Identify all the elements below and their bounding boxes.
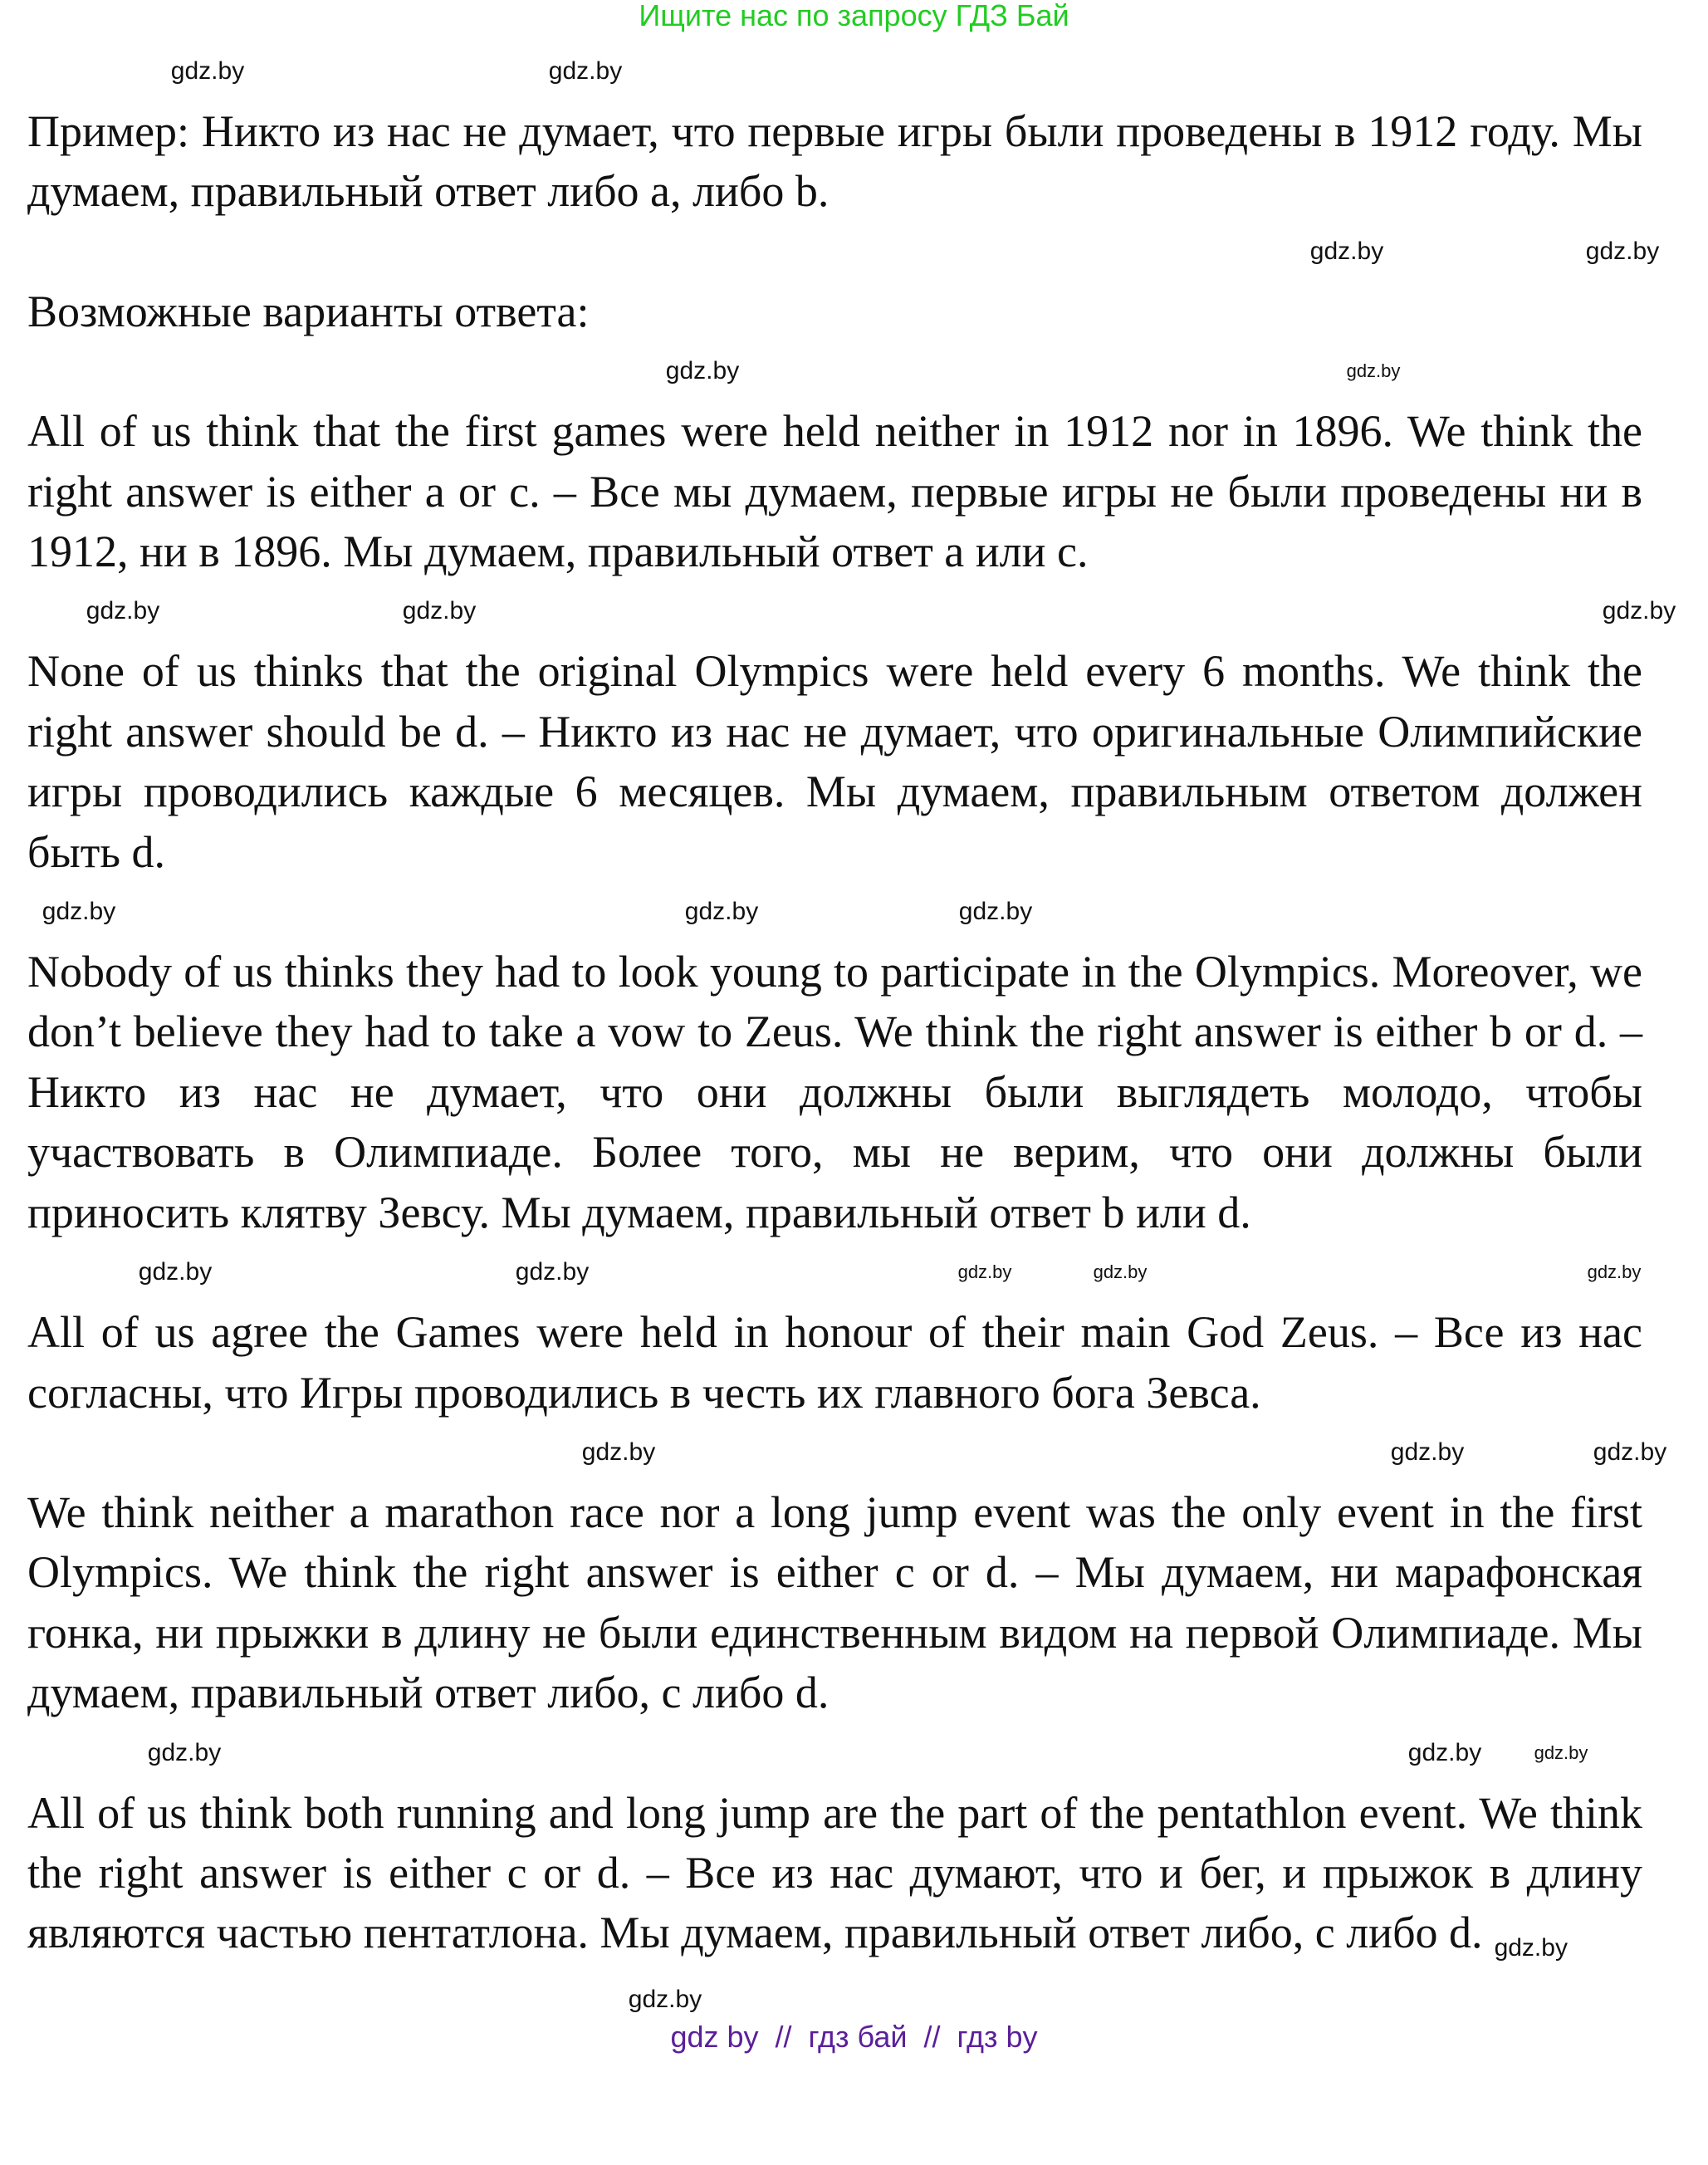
watermark-row bbox=[0, 581, 1708, 641]
watermark-row bbox=[0, 1423, 1708, 1482]
example-paragraph: Пример: Никто из нас не думает, что первые игры были проведены в 1912 году. Мы думаем, правильный ответ либо a, либо b. bbox=[27, 106, 1642, 217]
watermark-row bbox=[0, 882, 1708, 942]
watermark-row bbox=[0, 341, 1708, 401]
watermark: gdz.by bbox=[86, 597, 160, 625]
answer-paragraph-4: All of us agree the Games were held in honour of their main God Zeus. – Все из нас согласны, что Игры проводились в честь их главного бога Зевса. bbox=[27, 1307, 1642, 1418]
answer-paragraph-1: All of us think that the first games were held neither in 1912 nor in 1896. We think the right answer is either a or c. – Все мы думаем, первые игры не были проведены ни в 1912, ни в 1896. Мы думаем, правильный ответ a или c. bbox=[27, 406, 1642, 577]
watermark-row bbox=[0, 222, 1708, 282]
watermark: gdz.by bbox=[548, 57, 623, 85]
watermark-row bbox=[0, 42, 1708, 101]
watermark: gdz.by bbox=[1585, 237, 1660, 265]
answer-paragraph-6-text: All of us think both running and long jump are the part of the pentathlon event. We think the right answer is either c or d. – Все из нас думают, что и бег, и прыжок в длину являются частью пентатлона. Мы думаем, правильный ответ либо, c либо d. bbox=[27, 1787, 1642, 1958]
answer-paragraph-5: We think neither a marathon race nor a long jump event was the only event in the first Olympics. We think the right answer is either c or d. – Мы думаем, ни марафонская гонка, ни прыжки в длину не были единственным видом на первой Олимпиаде. Мы думаем, правильный ответ либо, c либо d. bbox=[27, 1487, 1642, 1718]
watermark: gdz.by bbox=[1602, 597, 1676, 625]
watermark-row bbox=[0, 1242, 1708, 1302]
search-hint-banner: Ищите нас по запросу ГДЗ Бай bbox=[639, 0, 1069, 32]
answer-paragraph-6 bbox=[27, 1783, 1642, 1979]
watermark-row bbox=[0, 1723, 1708, 1783]
watermark: gdz.by bbox=[1093, 1261, 1148, 1283]
watermark-row bbox=[0, 1979, 1708, 2021]
watermark: gdz.by bbox=[138, 1258, 213, 1286]
watermark: gdz.by bbox=[147, 1738, 222, 1766]
watermark: gdz.by bbox=[170, 57, 245, 85]
watermark: gdz.by bbox=[1407, 1738, 1482, 1766]
answer-paragraph-2: None of us thinks that the original Olympics were held every 6 months. We think the right answer should be d. – Никто из нас не думает, что оригинальные Олимпийские игры проводились каждые 6 месяцев. Мы думаем, правильным ответом должен быть d. bbox=[27, 646, 1642, 877]
watermark: gdz.by bbox=[957, 1261, 1012, 1283]
answer-paragraph-3: Nobody of us thinks they had to look young to participate in the Olympics. Moreover, we don’t believe they had to take a vow to Zeus. We think the right answer is either b or d. – Никто из нас не думает, что они должны были выглядеть молодо, чтобы участвовать в Олимпиаде. Более того, мы не верим, что они должны были приносить клятву Зевсу. Мы думаем, правильный ответ b или d. bbox=[27, 947, 1642, 1237]
watermark: gdz.by bbox=[1494, 1934, 1568, 1962]
watermark: gdz.by bbox=[581, 1438, 656, 1466]
watermark: gdz.by bbox=[1390, 1438, 1465, 1466]
watermark: gdz.by bbox=[628, 1985, 702, 2013]
watermark: gdz.by bbox=[1309, 237, 1384, 265]
watermark: gdz.by bbox=[684, 898, 759, 926]
watermark: gdz.by bbox=[1593, 1438, 1667, 1466]
watermark: gdz.by bbox=[515, 1258, 590, 1286]
watermark: gdz.by bbox=[1534, 1741, 1588, 1763]
document-body bbox=[0, 42, 1708, 2062]
watermark: gdz.by bbox=[958, 898, 1033, 926]
watermark: gdz.by bbox=[1587, 1261, 1642, 1283]
watermark: gdz.by bbox=[402, 597, 477, 625]
answers-heading: Возможные варианты ответа: bbox=[27, 286, 590, 336]
watermark: gdz.by bbox=[665, 357, 740, 385]
footer-links: gdz by // гдз бай // гдз by bbox=[670, 2019, 1038, 2054]
watermark: gdz.by bbox=[1346, 360, 1401, 382]
watermark: gdz.by bbox=[42, 898, 116, 926]
